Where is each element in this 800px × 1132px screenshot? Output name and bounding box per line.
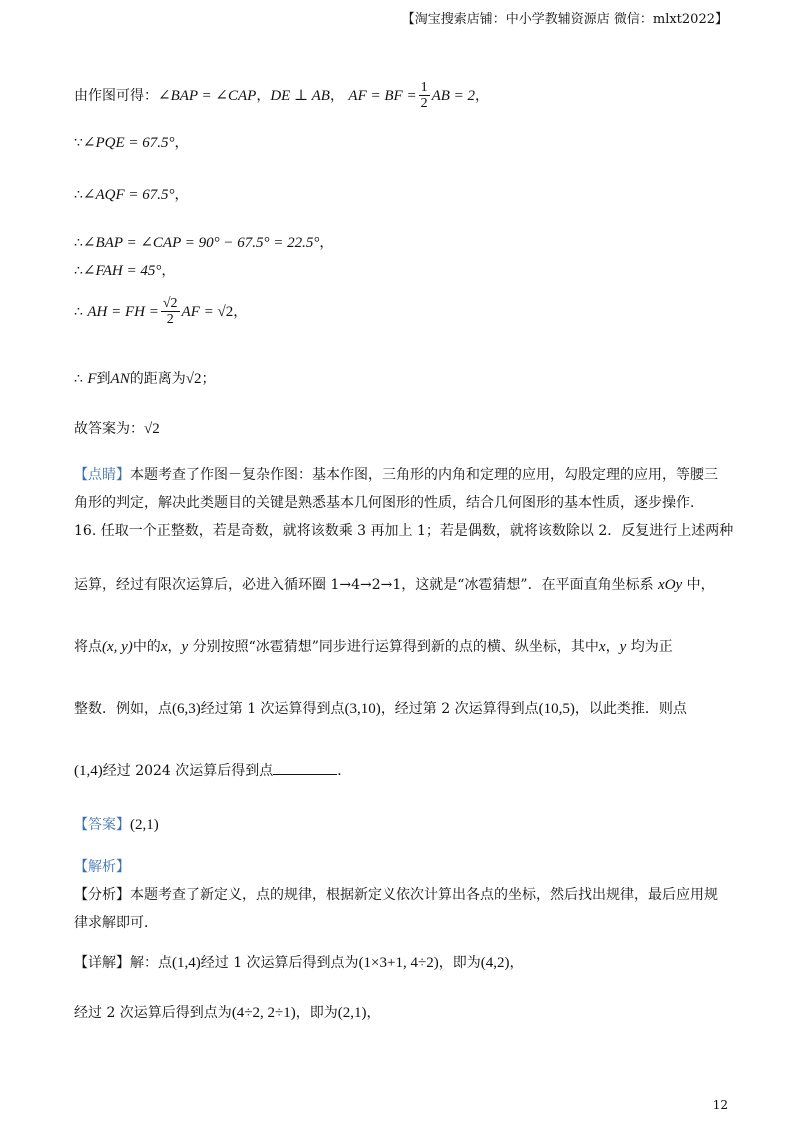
- text: ，经过第 2 次运算得到点: [380, 701, 539, 717]
- text: 经过第 1 次运算得到点: [200, 701, 345, 717]
- formula: y: [181, 639, 189, 655]
- page-header: 【淘宝搜索店铺：中小学教辅资源店 微信：mlxt2022】: [401, 12, 728, 27]
- numerator: 1: [420, 80, 428, 95]
- formula: AF = BF =: [348, 87, 417, 104]
- denominator: 2: [420, 96, 428, 112]
- analysis-tag: 【解析】: [74, 859, 130, 875]
- line-because: [74, 134, 740, 154]
- formula: (10,5): [538, 701, 575, 717]
- formula: (2,1): [337, 1005, 367, 1021]
- text: 经过 1 次运算后得到点为: [200, 955, 359, 971]
- text: 经过 2024 次运算后得到点: [102, 763, 274, 779]
- punct: ，: [174, 135, 189, 151]
- comment-line-2: [74, 494, 740, 512]
- detail-tag: 【详解】: [74, 955, 130, 971]
- formula: (3,10): [344, 701, 381, 717]
- text: 分别按照“冰雹猜想”同步进行运算得到新的点的横、纵坐标，其中: [188, 639, 599, 655]
- therefore-symbol: ∴: [74, 187, 83, 203]
- formula: (1×3+1, 4÷2): [358, 955, 439, 971]
- text: 本题考查了新定义，点的规律，根据新定义依次计算出各点的坐标，然后找出规律，最后应用规: [130, 887, 718, 903]
- text: ，即为: [295, 1005, 338, 1021]
- punct: ；: [201, 371, 216, 387]
- punct: ，: [256, 87, 271, 104]
- comment-line-1: [74, 466, 740, 484]
- text: ，: [366, 1005, 381, 1021]
- line-construction: [74, 80, 740, 112]
- line-label: AN: [110, 371, 130, 387]
- text: 中的: [132, 639, 161, 655]
- formula: (4,2): [480, 955, 510, 971]
- analysis-line: [74, 858, 740, 876]
- question-16-line-3: [74, 638, 740, 658]
- punct: ，: [233, 303, 248, 320]
- text: 故答案为：: [74, 421, 144, 437]
- formula: (4÷2, 2÷1): [231, 1005, 296, 1021]
- text: 到: [96, 371, 111, 387]
- page-number: 12: [712, 1098, 728, 1112]
- text: 中，: [682, 577, 715, 593]
- line-therefore-2: [74, 234, 740, 254]
- question-16-line-4: [74, 700, 740, 720]
- point-label: F: [87, 371, 97, 387]
- because-symbol: ∵: [74, 135, 83, 151]
- text: 律求解即可．: [74, 915, 158, 931]
- question-16-line-2: [74, 576, 740, 596]
- fenxi-line-1: [74, 886, 740, 904]
- line-answer-prev: [74, 420, 740, 440]
- line-therefore-3: [74, 262, 740, 282]
- text: 的距离为: [129, 371, 186, 387]
- answer-tag: 【答案】: [74, 817, 130, 833]
- therefore-symbol: ∴: [74, 371, 83, 387]
- text: 解：点: [130, 955, 172, 971]
- therefore-symbol: ∴: [74, 263, 83, 279]
- detail-line-1: [74, 954, 740, 974]
- sqrt-value: √2: [217, 303, 234, 320]
- line-therefore-5: [74, 370, 740, 390]
- formula: AF =: [181, 303, 218, 320]
- sqrt-value: √2: [144, 421, 160, 437]
- line-therefore-1: [74, 186, 740, 206]
- text: 角形的判定，解决此类题目的关键是熟悉基本几何图形的性质，结合几何图形的基本性质，逐步操作．: [74, 495, 704, 511]
- formula: ∠AQF = 67.5°: [82, 187, 175, 203]
- question-16-line-1: [74, 522, 740, 540]
- punct: ，: [161, 263, 176, 279]
- formula: y: [619, 639, 627, 655]
- question-16-line-5: [74, 762, 740, 782]
- text: 运算，经过有限次运算后，必进入循环圈 1→4→2→1，这就是“冰雹猜想”．在平面直角坐标系: [74, 577, 659, 593]
- sqrt-value: √2: [185, 371, 202, 387]
- formula: ∠FAH = 45°: [82, 263, 162, 279]
- punct: ，: [174, 187, 189, 203]
- formula: ∠PQE = 67.5°: [82, 135, 175, 151]
- text: ，: [167, 639, 182, 655]
- text: 整数．例如，点: [74, 701, 172, 717]
- line-therefore-4: [74, 296, 740, 328]
- denominator: 2: [166, 312, 174, 328]
- comment-tag: 【点睛】: [74, 467, 130, 483]
- fenxi-tag: 【分析】: [74, 887, 130, 903]
- formula: (1,4): [172, 955, 201, 971]
- formula: AH = FH =: [87, 303, 159, 320]
- punct: ，: [329, 87, 344, 104]
- formula: ∠BAP = ∠CAP = 90° − 67.5° = 22.5°: [82, 235, 320, 251]
- formula: AB = 2: [431, 87, 476, 104]
- answer-blank: [273, 762, 337, 775]
- text: 均为正: [626, 639, 673, 655]
- formula: (6,3): [172, 701, 201, 717]
- answer-value: (2,1): [130, 817, 159, 833]
- answer-line: [74, 816, 740, 836]
- formula: (x, y): [102, 639, 133, 655]
- formula: ∠BAP = ∠CAP: [158, 87, 257, 104]
- text: 16. 任取一个正整数，若是奇数，就将该数乘 3 再加上 1；若是偶数，就将该数除以 2．反复进行上述两种: [74, 523, 734, 539]
- text: 经过 2 次运算后得到点为: [74, 1005, 232, 1021]
- text: ，即为: [438, 955, 481, 971]
- formula: DE ⊥ AB: [270, 87, 330, 104]
- formula: x: [598, 639, 606, 655]
- text: 由作图可得：: [74, 87, 158, 104]
- text: ，: [509, 955, 524, 971]
- therefore-symbol: ∴: [74, 235, 83, 251]
- formula: (1,4): [74, 763, 103, 779]
- formula: xOy: [658, 577, 683, 593]
- fraction: [419, 80, 430, 112]
- fraction: [161, 296, 180, 328]
- punct: ，: [475, 87, 490, 104]
- text: 将点: [74, 639, 102, 655]
- punct: ，: [319, 235, 334, 251]
- text: ，: [605, 639, 620, 655]
- text: ．: [337, 763, 352, 779]
- numerator: √2: [162, 296, 178, 311]
- detail-line-2: [74, 1004, 740, 1024]
- formula: x: [160, 639, 168, 655]
- text: ，以此类推．则点: [574, 701, 687, 717]
- fenxi-line-2: [74, 914, 740, 932]
- text: 本题考查了作图－复杂作图：基本作图，三角形的内角和定理的应用，勾股定理的应用，等腰三: [130, 467, 718, 483]
- therefore-symbol: ∴: [74, 303, 83, 320]
